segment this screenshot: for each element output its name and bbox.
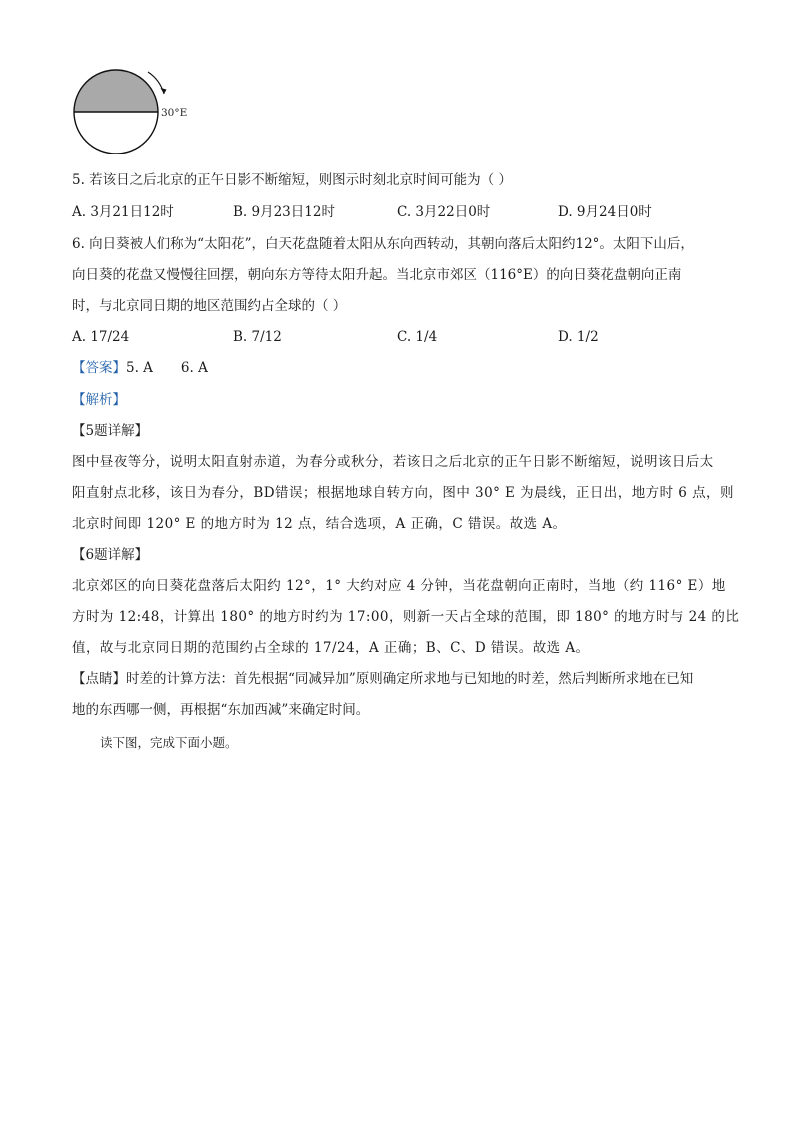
next-question-prompt: 读下图，完成下面小题。 (100, 735, 238, 750)
q6-option-a: A. 17/24 (72, 329, 130, 345)
earth-diagram (60, 64, 210, 154)
night-hemisphere (74, 70, 158, 112)
detail5-line: 阳直射点北移，该日为春分，BD错误；根据地球自转方向，图中 30° E 为晨线，正日出，地方时 6 点，则 (72, 485, 734, 501)
q6-option-c: C. 1/4 (397, 329, 438, 345)
arrowhead-icon (161, 88, 167, 94)
q6-option-d: D. 1/2 (558, 329, 599, 345)
detail6-header: 【6题详解】 (72, 547, 149, 563)
tip-line: 地的东西哪一侧，再根据“东加西减”来确定时间。 (72, 702, 370, 718)
tip-row (72, 670, 693, 688)
q6-stem-line: 时，与北京同日期的地区范围约占全球的（ ） (72, 298, 347, 314)
detail6-line: 方时为 12:48，计算出 180° 的地方时约为 17:00，则新一天占全球的范围，即 180° 的地方时与 24 的比 (72, 609, 740, 625)
q6-stem-line: 6. 向日葵被人们称为“太阳花”，白天花盘随着太阳从东向西转动，其朝向落后太阳约12°。太阳下山后， (72, 236, 694, 252)
detail6-line: 北京郊区的向日葵花盘落后太阳约 12°，1° 大约对应 4 分钟，当花盘朝向正南时，当地（约 116° E）地 (72, 578, 726, 594)
q5-option-b: B. 9月23日12时 (233, 204, 335, 220)
answer-5: 5. A (126, 360, 153, 376)
detail5-header: 【5题详解】 (72, 423, 149, 439)
q5-option-c: C. 3月22日0时 (397, 204, 491, 220)
answer-tag: 【答案】 (72, 360, 126, 376)
analysis-tag: 【解析】 (72, 392, 126, 408)
q6-stem-line: 向日葵的花盘又慢慢往回摆，朝向东方等待太阳升起。当北京市郊区（116°E）的向日葵花盘朝向正南 (72, 267, 682, 283)
q6-option-b: B. 7/12 (233, 329, 282, 345)
longitude-label: 30°E (161, 107, 188, 119)
answer-row (72, 359, 208, 377)
detail5-line: 图中昼夜等分，说明太阳直射赤道，为春分或秋分，若该日之后北京的正午日影不断缩短，说明该日后太 (72, 454, 714, 470)
q5-option-d: D. 9月24日0时 (558, 204, 652, 220)
q5-option-a: A. 3月21日12时 (72, 204, 174, 220)
q5-stem: 5. 若该日之后北京的正午日影不断缩短，则图示时刻北京时间可能为（ ） (72, 172, 512, 188)
tip-tag: 【点睛】 (72, 671, 126, 687)
answer-6: 6. A (180, 360, 208, 376)
detail5-line: 北京时间即 120° E 的地方时为 12 点，结合选项，A 正确，C 错误。故选 A。 (72, 516, 567, 532)
detail6-line: 值，故与北京同日期的范围约占全球的 17/24，A 正确；B、C、D 错误。故选 A。 (72, 640, 590, 656)
tip-text: 时差的计算方法：首先根据“同减异加”原则确定所求地与已知地的时差，然后判断所求地在已知 (126, 671, 694, 687)
